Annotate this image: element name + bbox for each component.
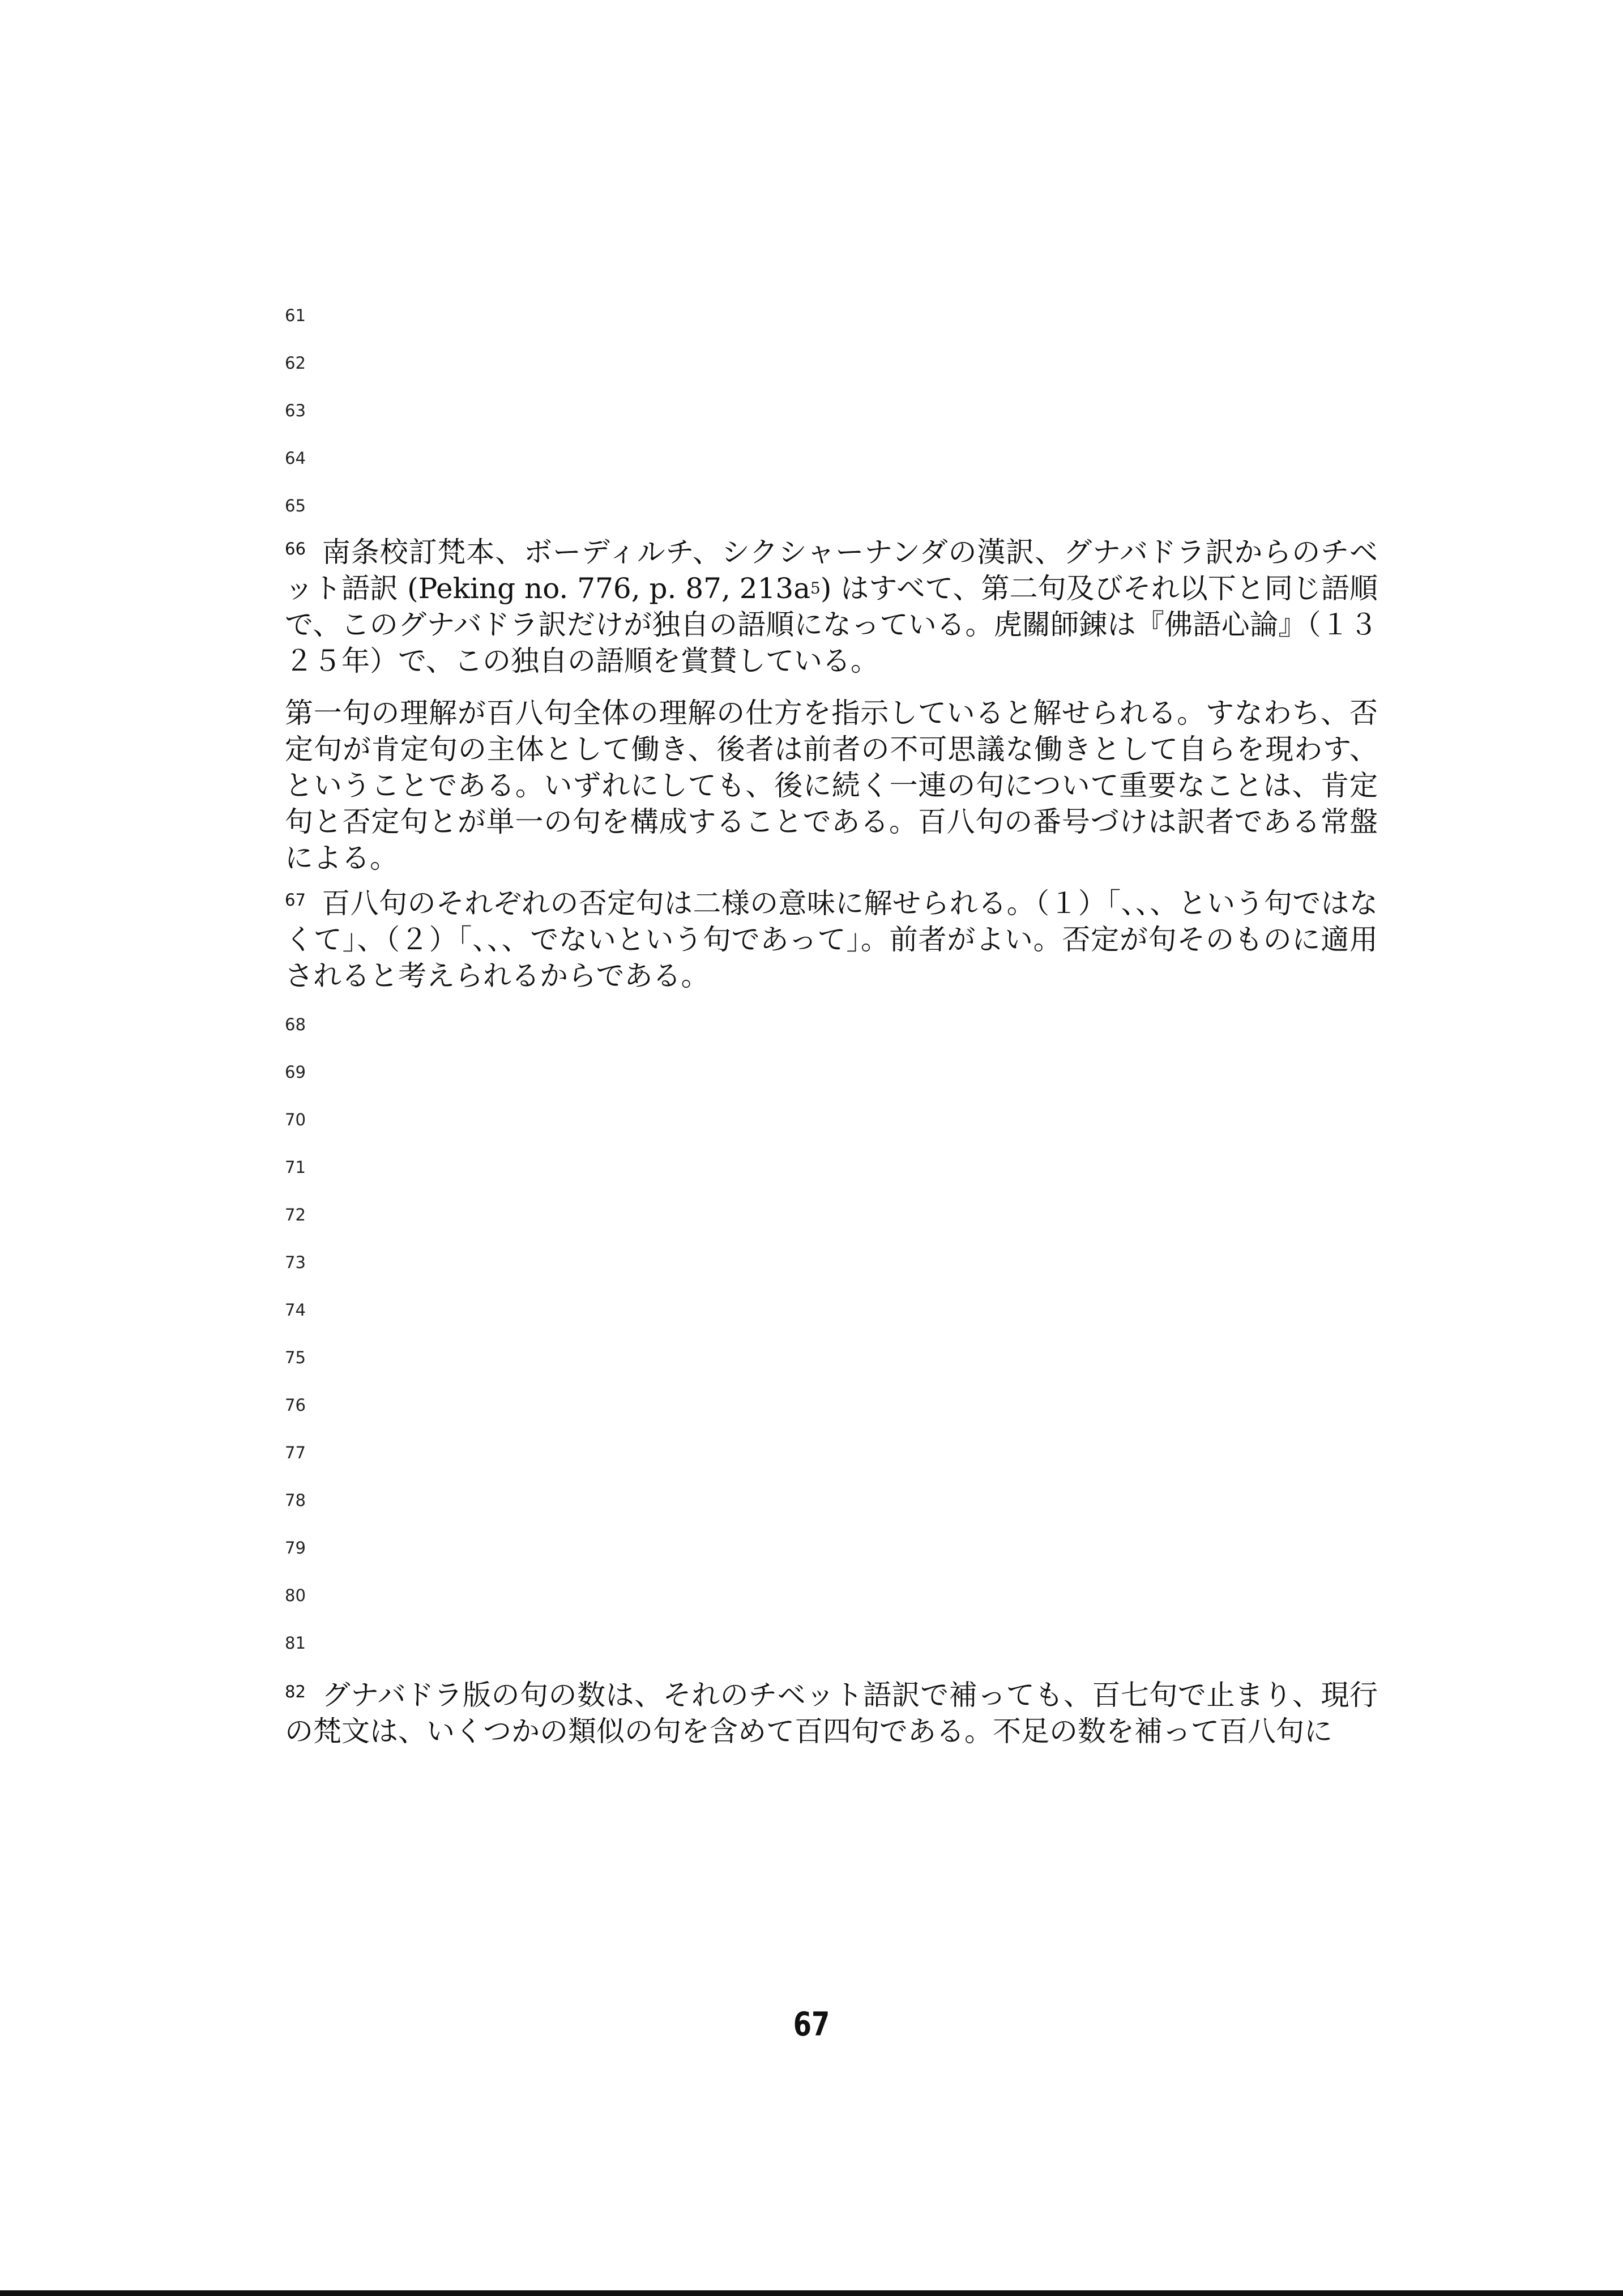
footnote-number: 70 bbox=[285, 1110, 306, 1129]
footnote-67 bbox=[285, 885, 1378, 994]
footnote-number: 78 bbox=[285, 1491, 306, 1510]
footnote-82 bbox=[285, 1677, 1378, 1749]
footnote-number: 74 bbox=[285, 1300, 306, 1320]
footnote-text: 百八句のそれぞれの否定句は二様の意味に解せられる。（１）「、、、という句ではなくて」、（２）「、、、でないという句であって」。前者がよい。否定が句そのものに適用されると考えられるからである。 bbox=[285, 887, 1378, 992]
footnote-number: 63 bbox=[285, 401, 306, 420]
footnote-number: 77 bbox=[285, 1443, 306, 1462]
footnote-number: 75 bbox=[285, 1348, 306, 1367]
footnote-text: グナバドラ版の句の数は、それのチベット語訳で補っても、百七句で止まり、現行の梵文は、いくつかの類似の句を含めて百四句である。不足の数を補って百八句に bbox=[285, 1679, 1378, 1748]
footnotes-block bbox=[285, 292, 1378, 1749]
footnote-marker: 66 bbox=[285, 539, 306, 558]
footnote-number: 65 bbox=[285, 496, 306, 515]
body-paragraph: 第一句の理解が百八句全体の理解の仕方を指示していると解せられる。すなわち、否定句が肯定句の主体として働き、後者は前者の不可思議な働きとして自らを現わす、ということである。いずれにしても、後に続く一連の句について重要なことは、肯定句と否定句とが単一の句を構成することである。百八句の番号づけは訳者である常盤による。 bbox=[285, 697, 1378, 874]
footnote-number: 73 bbox=[285, 1253, 306, 1272]
page-number: 67 bbox=[793, 2005, 830, 2043]
footnote-number: 68 bbox=[285, 1015, 306, 1034]
footnote-number: 80 bbox=[285, 1586, 306, 1605]
footnote-text: 南条校訂梵本、ボーディルチ、シクシャーナンダの漢訳、グナバドラ訳からのチベット語訳 (Peking no. 776, p. 87, 213a bbox=[285, 536, 1378, 605]
footnote-number: 64 bbox=[285, 449, 306, 468]
footnote-number: 72 bbox=[285, 1205, 306, 1224]
footnote-number: 76 bbox=[285, 1395, 306, 1415]
footnote-number: 69 bbox=[285, 1062, 306, 1082]
footnote-number: 79 bbox=[285, 1538, 306, 1557]
footnote-marker: 67 bbox=[285, 890, 306, 910]
bottom-border bbox=[0, 2290, 1623, 2296]
footnote-number: 71 bbox=[285, 1158, 306, 1177]
footnote-66 bbox=[285, 534, 1378, 679]
footnote-marker: 82 bbox=[285, 1682, 306, 1701]
superscript: 5 bbox=[810, 579, 821, 598]
footnote-number: 81 bbox=[285, 1633, 306, 1653]
footnote-text: ) はすべて、第二句及びそれ以下と同じ語順で、このグナバドラ訳だけが独自の語順になっている。虎關師錬は『佛語心論』（１３２５年）で、この独自の語順を賞賛している。 bbox=[285, 572, 1378, 677]
footnote-number: 62 bbox=[285, 353, 306, 373]
footnote-number: 61 bbox=[285, 306, 306, 325]
